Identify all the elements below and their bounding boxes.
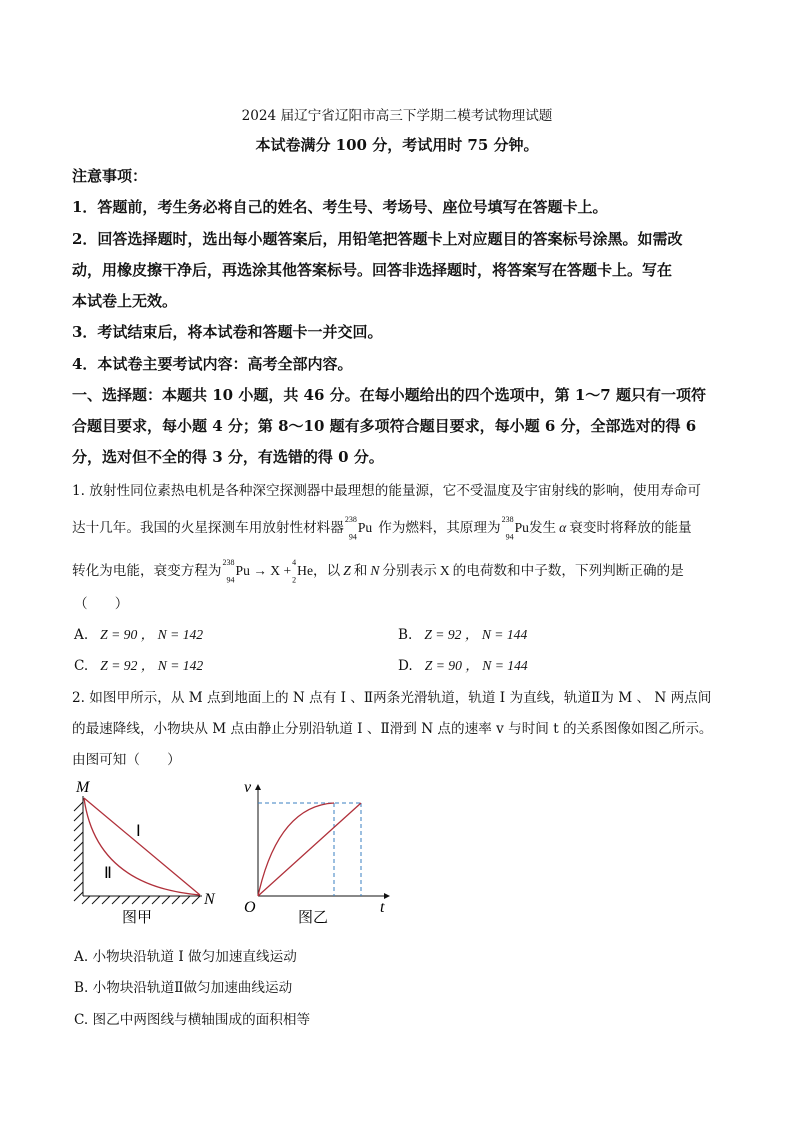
curve-track-ii [258,803,334,896]
q2-option-a[interactable]: A. 小物块沿轨道 Ⅰ 做匀加速直线运动 [74,949,297,965]
q1-option-a[interactable]: A. Z = 90 ， N = 142 [74,627,204,643]
caption-yi: 图乙 [298,910,329,926]
figure-yi [238,776,398,926]
q1-line-3 [72,559,684,585]
caption-jia: 图甲 [122,910,153,926]
symbol-z: Z [343,563,351,578]
t-arrow-icon [384,893,390,899]
q1-line-2-text-d: 衰变时将释放的能量 [569,520,692,536]
label-track-ii: Ⅱ [104,865,112,882]
q1-option-d[interactable]: D. Z = 90 ， N = 144 [398,658,528,674]
label-t: t [380,899,385,916]
q2-option-b[interactable]: B. 小物块沿轨道Ⅱ做匀加速曲线运动 [74,980,293,996]
q1-line-1: 1. 放射性同位素热电机是各种深空探测器中最理想的能量源，它不受温度及宇宙射线的影响，使用寿命可 [72,483,702,499]
nuclide-pu-238: $^{238}$ $_{94}$Pu [344,515,373,542]
wall-hatching [74,796,202,904]
v-arrow-icon [255,784,261,790]
notice-heading: 注意事项： [72,167,148,185]
q2-option-c[interactable]: C. 图乙中两图线与横轴围成的面积相等 [74,1012,311,1028]
q2-line-2: 的最速降线，小物块从 M 点由静止分别沿轨道 Ⅰ 、Ⅱ滑到 N 点的速率 v 与时间 t 的关系图像如图乙所示。 [72,721,713,737]
q1-line-3-text-a: 转化为电能，衰变方程为 [72,563,222,579]
notice-item-4: 4．本试卷主要考试内容：高考全部内容。 [72,355,353,373]
q2-line-3: 由图可知（ ） [72,752,181,768]
section-1-line-1: 一、选择题：本题共 10 小题，共 46 分。在每小题给出的四个选项中，第 1～7 题只有一项符 [72,386,706,404]
section-1-line-3: 分，选对但不全的得 3 分，有选错的得 0 分。 [72,448,384,466]
section-1-line-2: 合题目要求，每小题 4 分；第 8～10 题有多项符合题目要求，每小题 6 分，全部选对的得 6 [72,417,697,435]
alpha-symbol: α [559,520,567,535]
q1-line-2-text-b: 作为燃料，其原理为 [378,520,501,536]
q1-line-2-text-a: 达十几年。我国的火星探测车用放射性材料器 [72,520,344,536]
q1-line-2-text-c: 发生 [528,520,557,536]
symbol-x: X [439,563,450,578]
notice-item-2-line-2: 动，用橡皮擦干净后，再选涂其他答案标号。回答非选择题时，将答案写在答题卡上。写在 [72,261,673,279]
label-m: M [76,779,90,796]
q1-line-2 [72,516,692,542]
q1-answer-blank: （ ） [74,596,129,612]
figure-jia [66,776,226,926]
label-track-i: Ⅰ [136,823,141,840]
page-subtitle: 本试卷满分 100 分，考试用时 75 分钟。 [255,136,539,154]
notice-item-3: 3．考试结束后，将本试卷和答题卡一并交回。 [72,323,383,341]
q1-line-3-text-c: 和 [353,563,368,579]
decay-equation: $^{238}$ $_{94}$Pu → X +$^4$ $_2$He [222,558,314,585]
q1-option-b[interactable]: B. Z = 92 ， N = 144 [398,627,528,643]
q1-line-3-text-e: 的电荷数和中子数，下列判断正确的是 [452,563,684,579]
nuclide-pu-238-b: $^{238}$ $_{94}$Pu [501,515,529,542]
notice-item-2-line-1: 2．回答选择题时，选出每小题答案后，用铅笔把答题卡上对应题目的答案标号涂黑。如需改 [72,230,683,248]
label-o: O [244,899,256,916]
notice-item-1: 1．答题前，考生务必将自己的姓名、考生号、考场号、座位号填写在答题卡上。 [72,198,608,216]
label-n: N [204,891,215,908]
symbol-n: N [370,563,380,578]
q1-line-3-text-d: 分别表示 [382,563,437,579]
q1-line-3-text-b: ，以 [313,563,341,579]
page-title: 2024 届辽宁省辽阳市高三下学期二模考试物理试题 [241,108,553,124]
notice-item-2-line-3: 本试卷上无效。 [72,292,178,310]
label-v: v [244,779,252,796]
q1-option-c[interactable]: C. Z = 92 ， N = 142 [74,658,204,674]
q2-line-1: 2. 如图甲所示，从 M 点到地面上的 N 点有 Ⅰ 、Ⅱ两条光滑轨道，轨道 Ⅰ 为直线，轨道Ⅱ为 M 、 N 两点间 [72,690,712,706]
